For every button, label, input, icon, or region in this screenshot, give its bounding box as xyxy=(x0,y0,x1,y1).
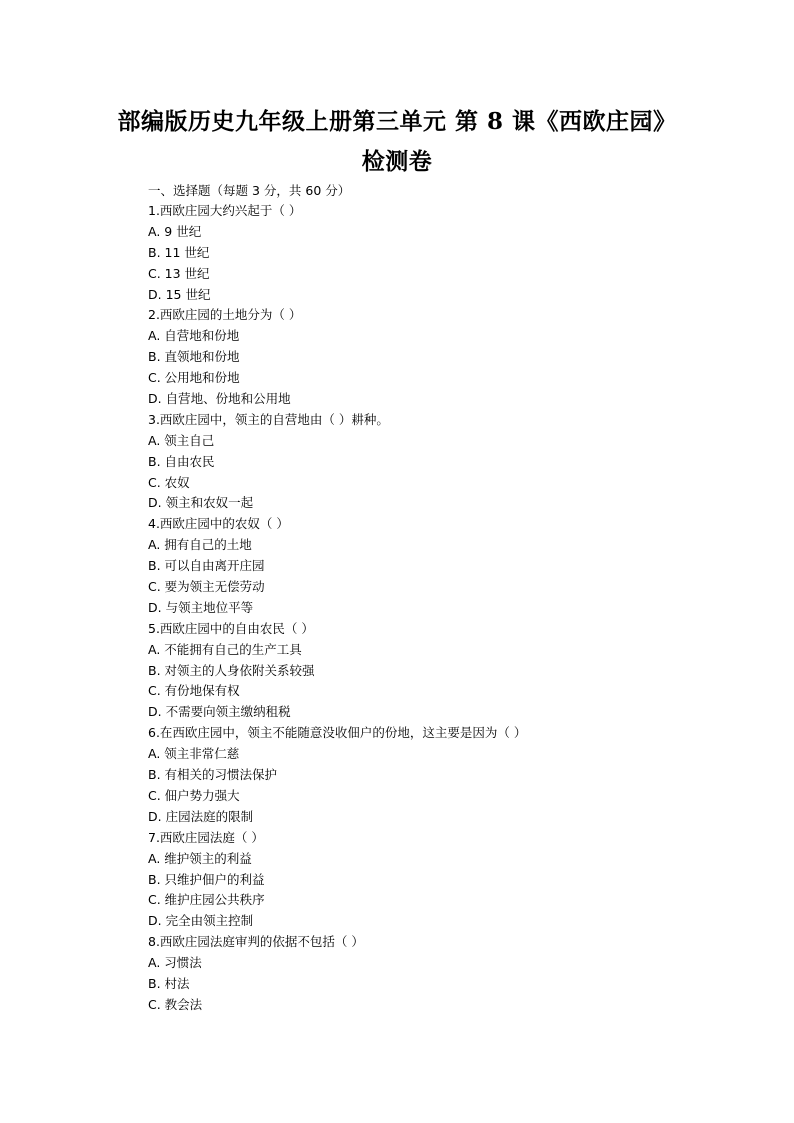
question-8-option-c: C. 教会法 xyxy=(148,996,203,1012)
question-4-option-d: D. 与领主地位平等 xyxy=(148,599,254,615)
question-7-option-b: B. 只维护佃户的利益 xyxy=(148,871,265,887)
question-2-stem: 2.西欧庄园的土地分为（ ） xyxy=(148,307,302,323)
question-1-stem: 1.西欧庄园大约兴起于（ ） xyxy=(148,203,302,218)
question-6-option-c: C. 佃户势力强大 xyxy=(148,787,240,803)
question-1-option-c: C. 13 世纪 xyxy=(148,265,210,281)
section-heading: 一、选择题（每题 3 分，共 60 分） xyxy=(148,183,351,198)
question-8-stem: 8.西欧庄园法庭审判的依据不包括（ ） xyxy=(148,934,364,950)
question-2-option-b: B. 直领地和份地 xyxy=(148,349,240,365)
question-1-option-b: B. 11 世纪 xyxy=(148,244,210,260)
question-5-option-c: C. 有份地保有权 xyxy=(148,683,240,699)
question-3-option-a: A. 领主自己 xyxy=(148,432,215,448)
question-5-option-a: A. 不能拥有自己的生产工具 xyxy=(148,641,302,657)
question-3-option-c: C. 农奴 xyxy=(148,474,190,490)
question-1-option-d: D. 15 世纪 xyxy=(148,286,211,302)
question-5-stem: 5.西欧庄园中的自由农民（ ） xyxy=(148,620,314,636)
question-4-option-a: A. 拥有自己的土地 xyxy=(148,537,252,553)
question-6-option-b: B. 有相关的习惯法保护 xyxy=(148,767,278,783)
question-7-stem: 7.西欧庄园法庭（ ） xyxy=(148,829,264,845)
question-2-option-a: A. 自营地和份地 xyxy=(148,328,240,344)
question-1-option-a: A. 9 世纪 xyxy=(148,223,202,239)
question-8-option-a: A. 习惯法 xyxy=(148,955,202,971)
question-6-option-a: A. 领主非常仁慈 xyxy=(148,746,240,762)
question-2-option-c: C. 公用地和份地 xyxy=(148,370,240,386)
question-3-option-b: B. 自由农民 xyxy=(148,453,215,469)
question-5-option-d: D. 不需要向领主缴纳租税 xyxy=(148,704,291,720)
question-5-option-b: B. 对领主的人身依附关系较强 xyxy=(148,662,315,678)
question-4-option-b: B. 可以自由离开庄园 xyxy=(148,558,265,574)
question-6-stem: 6.在西欧庄园中，领主不能随意没收佃户的份地，这主要是因为（ ） xyxy=(148,725,527,741)
question-7-option-c: C. 维护庄园公共秩序 xyxy=(148,892,265,908)
question-2-option-d: D. 自营地、份地和公用地 xyxy=(148,391,291,407)
question-list xyxy=(148,201,526,1016)
document-title-line-2: 检测卷 xyxy=(361,148,433,175)
question-3-option-d: D. 领主和农奴一起 xyxy=(148,495,254,511)
question-7-option-d: D. 完全由领主控制 xyxy=(148,913,254,929)
document-title-line-1: 部编版历史九年级上册第三单元 第 8 课《西欧庄园》 xyxy=(117,108,677,135)
question-6-option-d: D. 庄园法庭的限制 xyxy=(148,808,254,824)
question-4-stem: 4.西欧庄园中的农奴（ ） xyxy=(148,516,289,532)
question-4-option-c: C. 要为领主无偿劳动 xyxy=(148,579,265,595)
question-7-option-a: A. 维护领主的利益 xyxy=(148,850,252,866)
question-8-option-b: B. 村法 xyxy=(148,975,190,991)
question-3-stem: 3.西欧庄园中，领主的自营地由（ ）耕种。 xyxy=(148,411,389,427)
